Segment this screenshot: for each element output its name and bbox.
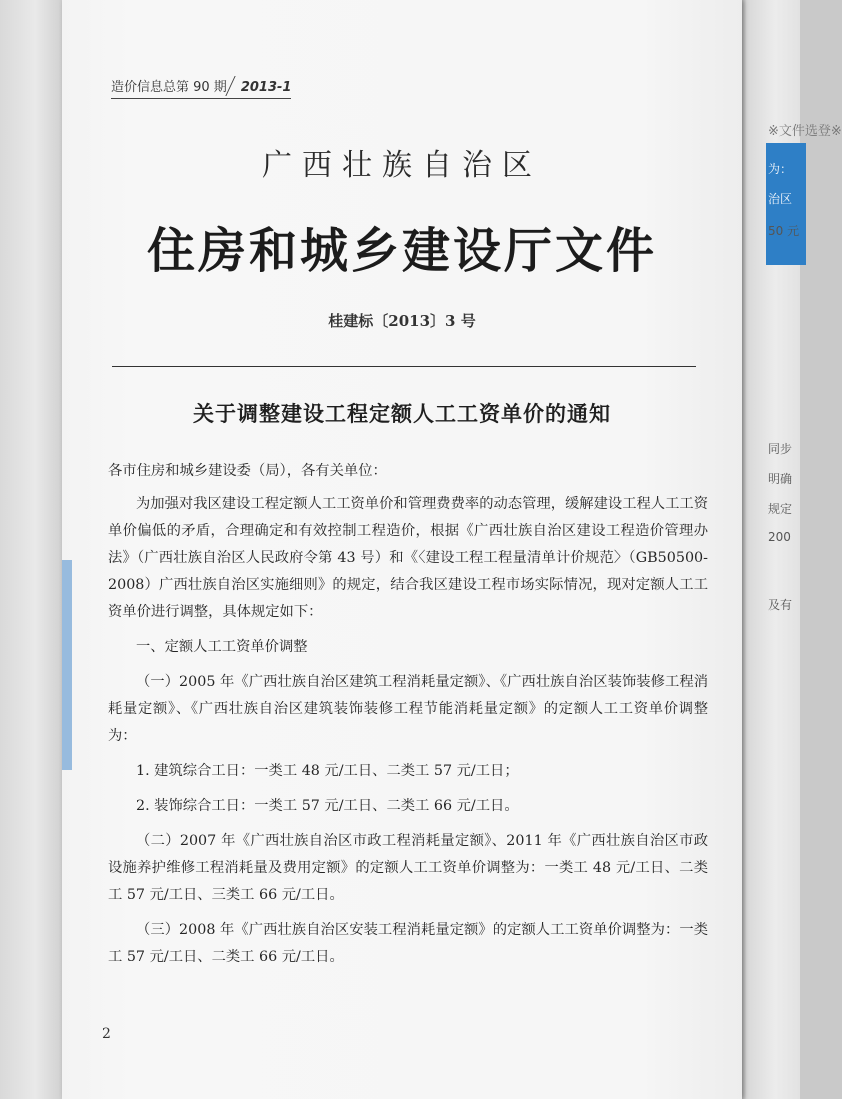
salutation: 各市住房和城乡建设委（局），各有关单位： bbox=[108, 463, 387, 479]
issuing-agency: 广西壮族自治区 bbox=[262, 148, 542, 183]
page-number: 2 bbox=[102, 1026, 111, 1042]
adjacent-page-fragment: 200 bbox=[768, 530, 791, 544]
adjacent-page-fragment: 明确 bbox=[768, 472, 793, 486]
series-label: 造价信息总第 90 期 bbox=[111, 80, 227, 95]
document-number: 桂建标〔2013〕3 号 bbox=[328, 312, 476, 330]
list-item: 2. 装饰综合工日：一类工 57 元/工日、二类工 66 元/工日。 bbox=[136, 798, 519, 814]
adjacent-page-header: ※文件选登※ bbox=[768, 124, 842, 139]
issue-number: 2013-1 bbox=[240, 80, 292, 95]
paragraph: 为加强对我区建设工程定额人工工资单价和管理费费率的动态管理，缓解建设工程人工工资单价偏低的矛盾，合理确定和有效控制工程造价，根据《广西壮族自治区建设工程造价管理办法》（广西壮族自治区人民政府令第 43 号）和《〈建设工程工程量清单计价规范〉（GB50500-2008）广西壮族自治区实施细则》的规定，结合我区建设工程市场实际情况，现对定额人工工资单价进行调整，具体规定如下： bbox=[108, 496, 708, 620]
adjacent-page-fragment: 治区 bbox=[768, 192, 793, 206]
scan-background-left bbox=[0, 0, 64, 1099]
scan-artifact-strip bbox=[62, 560, 72, 770]
series-header bbox=[111, 76, 291, 99]
paragraph: （三）2008 年《广西壮族自治区安装工程消耗量定额》的定额人工工资单价调整为：一类工 57 元/工日、二类工 66 元/工日。 bbox=[108, 922, 708, 965]
paragraph: （一）2005 年《广西壮族自治区建筑工程消耗量定额》、《广西壮族自治区装饰装修工程消耗量定额》、《广西壮族自治区建筑装饰装修工程节能消耗量定额》的定额人工工资单价调整为： bbox=[108, 674, 708, 744]
adjacent-page-fragment: 及有 bbox=[768, 598, 793, 612]
adjacent-page-fragment: 为： bbox=[768, 162, 793, 176]
adjacent-page-fragment: 同步 bbox=[768, 442, 793, 456]
section-heading: 一、定额人工工资单价调整 bbox=[136, 639, 308, 655]
document-page bbox=[62, 0, 742, 1099]
notice-title: 关于调整建设工程定额人工工资单价的通知 bbox=[193, 401, 611, 426]
list-item: 1. 建筑综合工日：一类工 48 元/工日、二类工 57 元/工日； bbox=[136, 763, 519, 779]
adjacent-page bbox=[738, 0, 842, 1099]
document-title: 住房和城乡建设厅文件 bbox=[146, 223, 657, 279]
header-divider bbox=[112, 366, 696, 367]
paragraph: （二）2007 年《广西壮族自治区市政工程消耗量定额》、2011 年《广西壮族自治区市政设施养护维修工程消耗量及费用定额》的定额人工工资单价调整为：一类工 48 元/工日、二类工 57 元/工日、三类工 66 元/工日。 bbox=[108, 833, 708, 903]
notice-body bbox=[108, 458, 708, 979]
adjacent-page-fragment: 规定 bbox=[768, 502, 793, 516]
adjacent-page-fragment: 50 元 bbox=[768, 224, 800, 238]
